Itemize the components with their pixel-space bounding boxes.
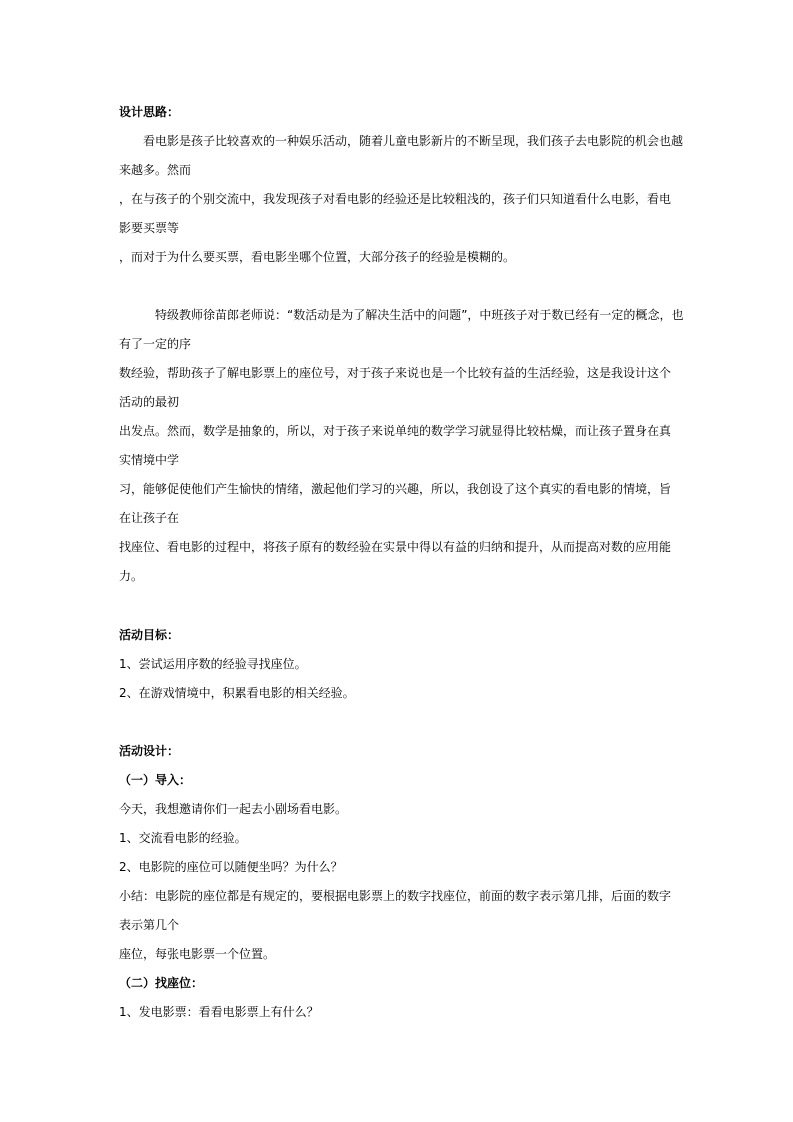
paragraph-line: 出发点。然而，数学是抽象的，所以，对于孩子来说单纯的数学学习就显得比较枯燥，而让孩子置身在真 [119,424,672,438]
section-heading-design-idea: 设计思路： [119,105,180,119]
paragraph-line: 实情境中学 [119,453,180,467]
paragraph-line: 来越多。然而 [119,163,192,177]
paragraph-line: ，在与孩子的个别交流中，我发现孩子对看电影的经验还是比较粗浅的，孩子们只知道看什么电影，看电 [119,192,672,206]
paragraph-line: 影要买票等 [119,221,180,235]
paragraph-line: 力。 [119,569,144,583]
paragraph-line: 活动的最初 [119,395,180,409]
paragraph-line: 习，能够促使他们产生愉快的情绪，激起他们学习的兴趣，所以，我创设了这个真实的看电影的情境，旨 [119,482,672,496]
paragraph-line: 表示第几个 [119,918,180,932]
paragraph-line: 在让孩子在 [119,511,180,525]
list-item: 1、尝试运用序数的经验寻找座位。 [119,657,307,671]
subsection-heading-intro: （一）导入： [119,773,192,787]
paragraph-line: ，而对于为什么要买票，看电影坐哪个位置，大部分孩子的经验是模糊的。 [119,250,516,264]
list-item: 2、在游戏情境中，积累看电影的相关经验。 [119,686,355,700]
paragraph-line: 找座位、看电影的过程中，将孩子原有的数经验在实景中得以有益的归纳和提升，从而提高对数的应用能 [119,540,672,554]
paragraph-line: 看电影是孩子比较喜欢的一种娱乐活动，随着儿童电影新片的不断呈现，我们孩子去电影院的机会也越 [119,134,684,148]
list-item: 2、电影院的座位可以随便坐吗？为什么？ [119,860,343,874]
paragraph-line: 有了一定的序 [119,337,192,351]
subsection-heading-find-seat: （二）找座位： [119,976,204,990]
section-heading-activity-design: 活动设计： [119,744,180,758]
list-item: 1、交流看电影的经验。 [119,831,247,845]
list-item: 1、发电影票：看看电影票上有什么？ [119,1005,319,1019]
paragraph-line: 今天，我想邀请你们一起去小剧场看电影。 [119,802,348,816]
paragraph-line: 座位，每张电影票一个位置。 [119,947,276,961]
section-heading-activity-goals: 活动目标： [119,628,180,642]
paragraph-line: 特级教师徐苗郎老师说：“数活动是为了解决生活中的问题”，中班孩子对于数已经有一定的概念，也 [119,308,684,322]
paragraph-line: 小结：电影院的座位都是有规定的，要根据电影票上的数字找座位，前面的数字表示第几排，后面的数字 [119,889,672,903]
paragraph-line: 数经验，帮助孩子了解电影票上的座位号，对于孩子来说也是一个比较有益的生活经验，这是我设计这个 [119,366,672,380]
